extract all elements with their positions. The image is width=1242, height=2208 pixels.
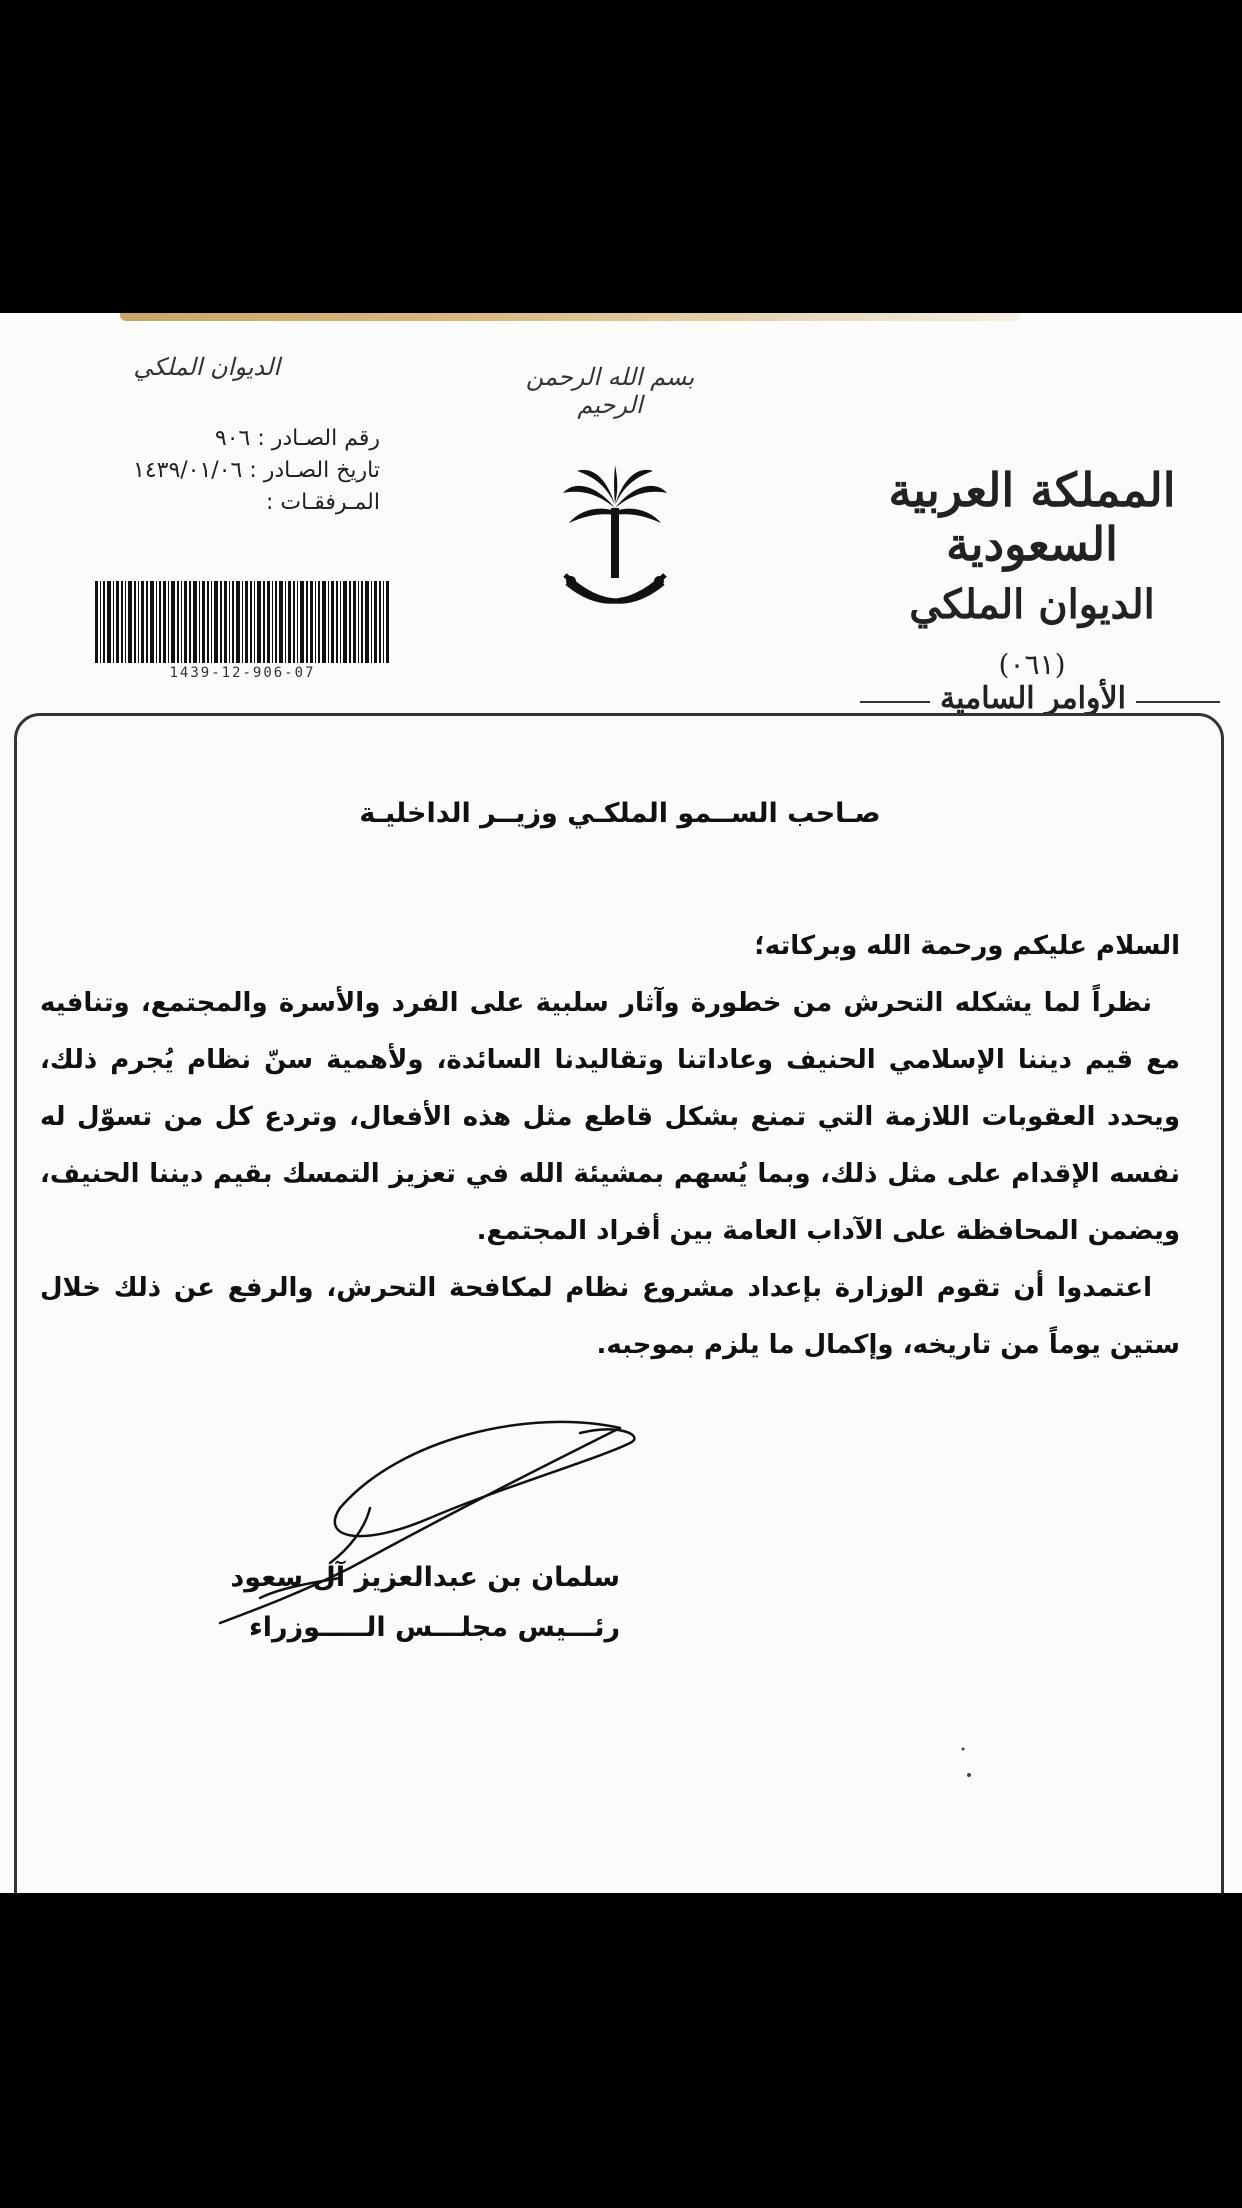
ink-specks xyxy=(955,1743,985,1783)
bottom-black-band xyxy=(0,1893,1242,2208)
royal-court-name: الديوان الملكي xyxy=(909,581,1155,628)
barcode-number: 1439-12-906-07 xyxy=(169,665,316,681)
letterhead-block xyxy=(882,463,1182,681)
issue-number: رقم الصـادر : ٩٠٦ xyxy=(214,426,380,451)
letter-body xyxy=(40,918,1180,1374)
addressee: صـاحب الســمو الملكـي وزيــر الداخليـة xyxy=(359,798,881,829)
basmala: بسم الله الرحمن الرحيم xyxy=(525,363,695,419)
page-top-strip xyxy=(120,313,1020,321)
salutation: السلام عليكم ورحمة الله وبركاته؛ xyxy=(754,931,1180,961)
top-black-band xyxy=(0,0,1242,313)
paragraph-2: اعتمدوا أن تقوم الوزارة بإعداد مشروع نظام لمكافحة التحرش، والرفع عن ذلك خلال ستين يوماً من تاريخه، وإكمال ما يلزم بموجبه. xyxy=(40,1273,1180,1360)
issue-date: تاريخ الصـادر : ١٤٣٩/٠١/٠٦ xyxy=(133,458,380,483)
paragraph-1: نظراً لما يشكله التحرش من خطورة وآثار سلبية على الفرد والأسرة والمجتمع، وتنافيه مع قيم ديننا الإسلامي الحنيف وعاداتنا وتقاليدنا السائدة، ولأهمية سنّ نظام يُجرم ذلك، ويحدد العقوبات اللازمة التي تمنع بشكل قاطع مثل هذه الأفعال، وتردع كل من تسوّل له نفسه الإقدام على مثل ذلك، وبما يُسهم بمشيئة الله في تعزيز التمسك بقيم ديننا الحنيف، ويضمن المحافظة على الآداب العامة بين أفراد المجتمع. xyxy=(40,988,1180,1246)
court-small-title: الديوان الملكي xyxy=(133,353,280,381)
court-code: (٠٦١) xyxy=(998,648,1066,681)
signer-block xyxy=(160,1553,620,1653)
attachments-label: المـرفقـات : xyxy=(265,490,380,515)
document-page xyxy=(0,313,1242,1893)
department-name: الأوامر السامية xyxy=(930,681,1136,716)
signer-title: رئـــيس مجلـــس الـــــوزراء xyxy=(248,1612,620,1643)
signer-name: سلمان بن عبدالعزيز آل سعود xyxy=(230,1562,620,1593)
kingdom-name: المملكة العربية السعودية xyxy=(888,463,1176,571)
saudi-emblem-icon xyxy=(555,463,675,623)
reference-block xyxy=(80,423,380,519)
